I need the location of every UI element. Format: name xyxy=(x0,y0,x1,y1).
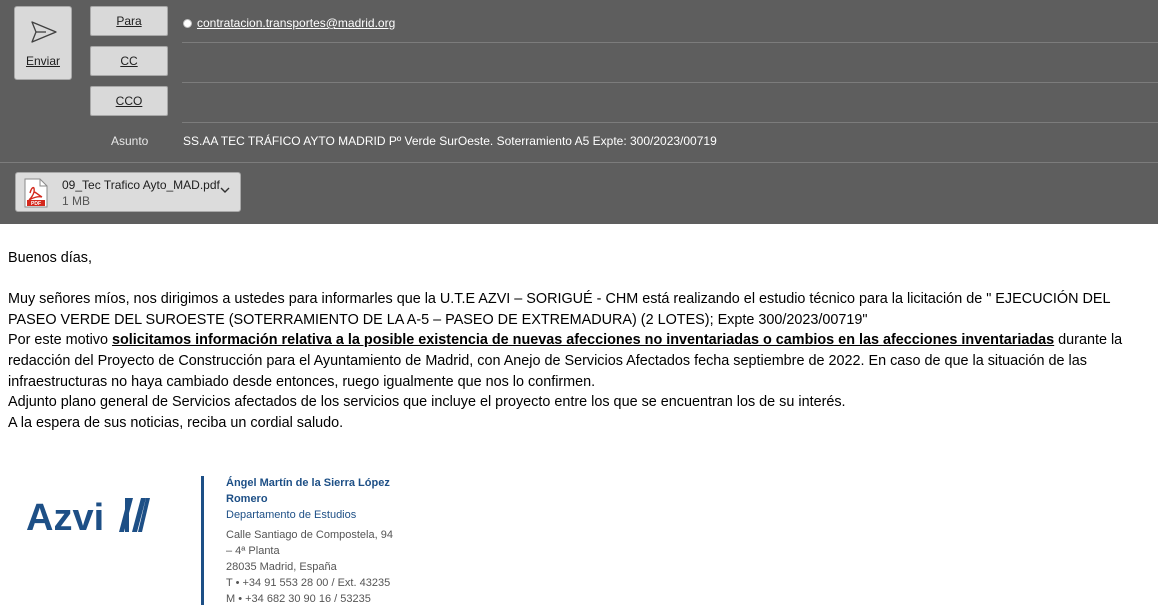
body-paragraph-3: Adjunto plano general de Servicios afectados de los servicios que incluye el proyecto entre los que se encuentran los de su interés. xyxy=(8,394,846,411)
signature-department: Departamento de Estudios xyxy=(226,509,357,521)
signature-address-1: Calle Santiago de Compostela, 94 xyxy=(226,529,393,541)
send-button[interactable] xyxy=(14,6,72,80)
bcc-input[interactable] xyxy=(182,86,1158,120)
bcc-button[interactable] xyxy=(90,86,168,116)
azvi-logo xyxy=(26,494,152,534)
signature-name: Ángel Martín de la Sierra López Romero xyxy=(226,477,390,505)
attachment-card[interactable] xyxy=(15,172,241,212)
attachment-divider xyxy=(0,162,1158,163)
attachment-name: 09_Tec Trafico Ayto_MAD.pdf xyxy=(62,178,220,192)
signature-address-2: – 4ª Planta xyxy=(226,545,280,557)
para2-rest: durante la redacción del Proyecto de Construcción para el Ayuntamiento de Madrid, con Anejo de Servicios Afectados fecha septiembre de 2022. En caso de que la situación de las infraestructuras no haya cambiado desde entonces, ruego igualmente que nos lo confirmen. xyxy=(8,332,1123,390)
signature-block xyxy=(226,475,406,607)
attachment-size: 1 MB xyxy=(62,194,91,208)
logo-text: Azvi xyxy=(26,497,105,534)
subject-label: Asunto xyxy=(111,134,149,148)
signature-address-3: 28035 Madrid, España xyxy=(226,561,337,573)
para2-prefix: Por este motivo xyxy=(8,332,112,349)
to-button[interactable] xyxy=(90,6,168,36)
compose-header xyxy=(0,0,1158,224)
greeting: Buenos días, xyxy=(8,250,93,266)
cc-label: CC xyxy=(120,54,138,68)
signature-divider xyxy=(201,476,204,605)
body-paragraph-2 xyxy=(8,330,1154,392)
para2-emphasis: solicitamos información relativa a la posible existencia de nuevas afecciones no inventariadas o cambios en las afecciones inventariadas xyxy=(111,332,1055,349)
body-paragraph-4: A la espera de sus noticias, reciba un cordial saludo. xyxy=(8,414,344,431)
bcc-label: CCO xyxy=(115,94,143,108)
recipient-status-icon xyxy=(183,19,192,28)
cc-input[interactable] xyxy=(182,46,1158,80)
svg-text:PDF: PDF xyxy=(31,201,41,207)
pdf-icon xyxy=(24,178,48,208)
bcc-field-divider xyxy=(182,122,1158,123)
subject-input[interactable]: SS.AA TEC TRÁFICO AYTO MADRID Pº Verde SurOeste. Soterramiento A5 Expte: 300/2023/00719 xyxy=(183,134,717,148)
chevron-down-icon[interactable] xyxy=(220,186,230,194)
message-body[interactable] xyxy=(8,248,1154,433)
signature-mobile: M • +34 682 30 90 16 / 53235 xyxy=(226,593,371,605)
cc-button[interactable] xyxy=(90,46,168,76)
send-label: Enviar xyxy=(25,54,60,68)
body-paragraph-1: Muy señores míos, nos dirigimos a ustedes para informarles que la U.T.E AZVI – SORIGUÉ - CHM está realizando el estudio técnico para la licitación de " EJECUCIÓN DEL PASEO VERDE DEL SUROESTE (SOTERRAMIENTO DE LA A-5 – PASEO DE EXTREMADURA) (2 LOTES); Expte 300/2023/00719" xyxy=(8,291,1110,328)
to-recipient-address: contratacion.transportes@madrid.org xyxy=(197,16,396,30)
cc-field-divider xyxy=(182,82,1158,83)
to-field-divider xyxy=(182,42,1158,43)
to-label: Para xyxy=(116,14,142,28)
signature-phone: T • +34 91 553 28 00 / Ext. 43235 xyxy=(226,577,391,589)
send-icon xyxy=(31,21,57,43)
to-recipient-chip[interactable] xyxy=(183,15,395,31)
